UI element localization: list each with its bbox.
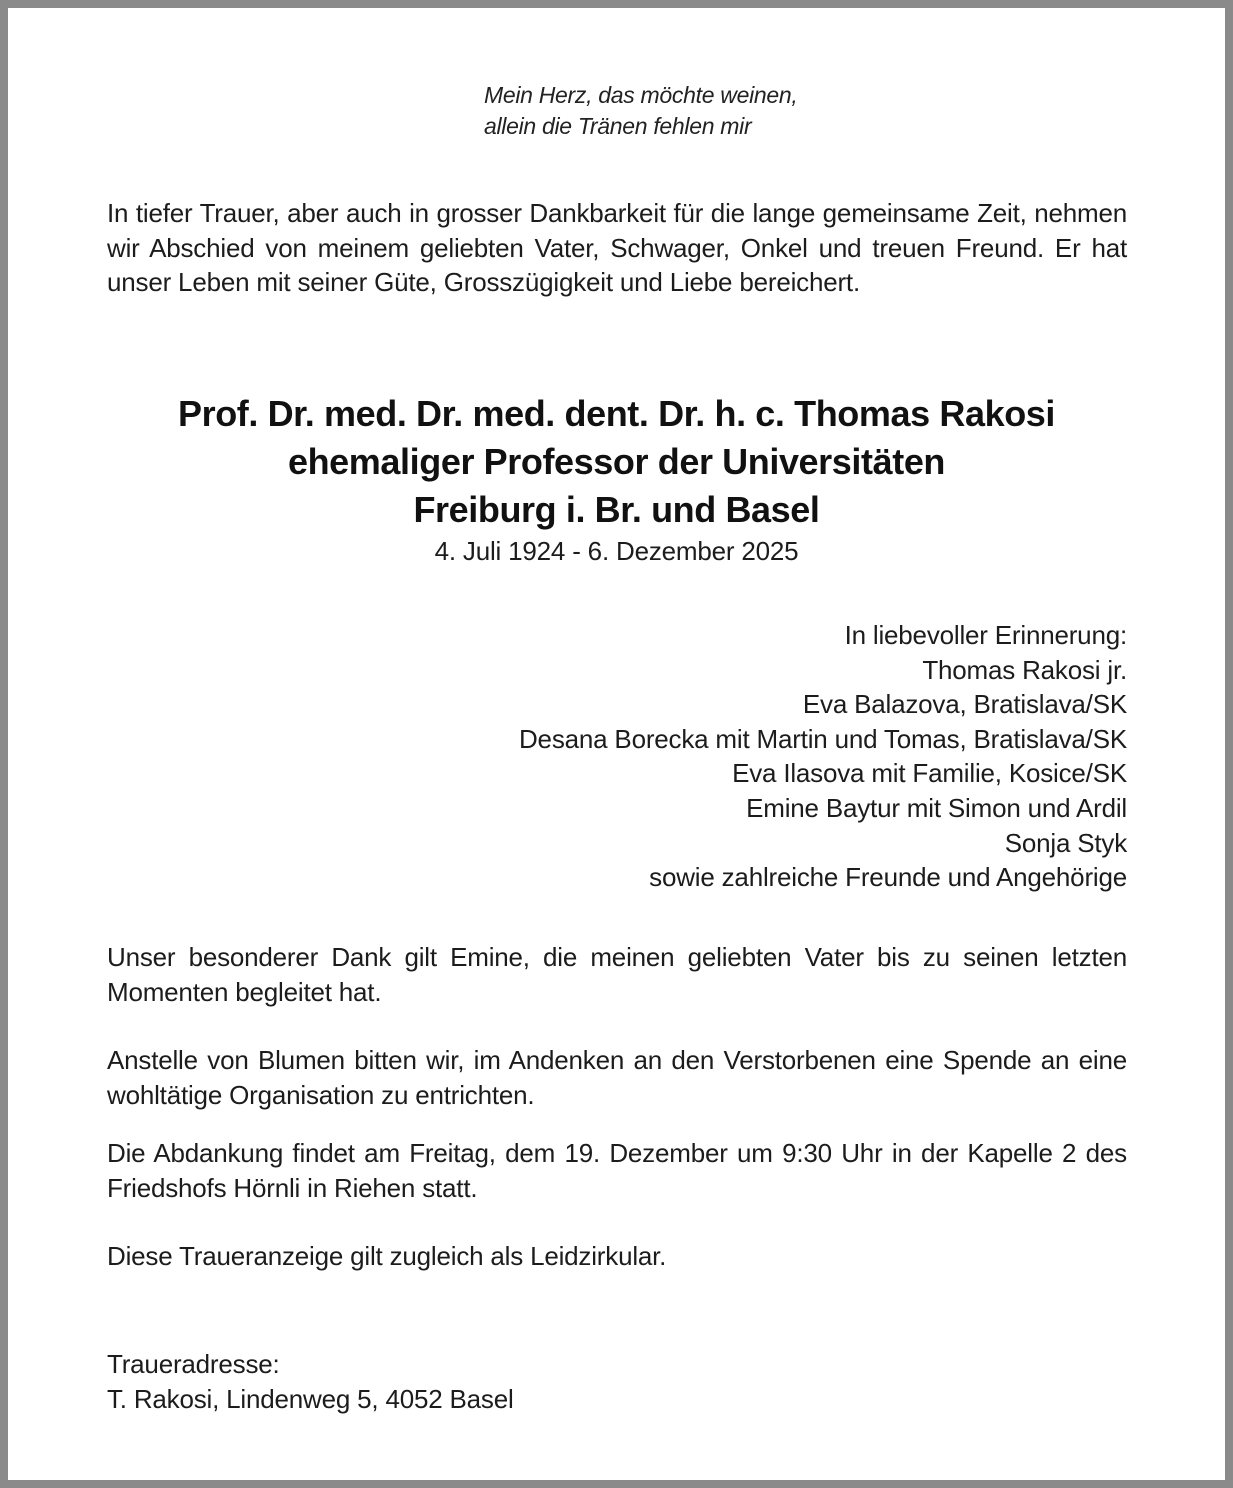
deceased-title-line-2: Freiburg i. Br. und Basel	[413, 489, 820, 530]
life-dates: 4. Juli 1924 - 6. Dezember 2025	[434, 536, 799, 566]
deceased-title-line-1: ehemaliger Professor der Universitäten	[287, 441, 946, 482]
mourner-item: Thomas Rakosi jr.	[922, 654, 1127, 685]
mourner-item: Desana Borecka mit Martin und Tomas, Bratislava/SK	[518, 723, 1127, 754]
flowers-paragraph: Anstelle von Blumen bitten wir, im Andenken an den Verstorbenen eine Spende an eine wohltätige Organisation zu entrichten.	[107, 1045, 1127, 1110]
mourner-item: Sonja Styk	[1004, 827, 1127, 858]
motto-line-1: Mein Herz, das möchte weinen,	[484, 82, 798, 108]
mourning-address	[107, 1347, 514, 1416]
intro-paragraph: In tiefer Trauer, aber auch in grosser Dankbarkeit für die lange gemeinsame Zeit, nehmen wir Abschied von meinem geliebten Vater, Schwager, Onkel und treuen Freund. Er hat unser Leben mit seiner Güte, Grosszügigkeit und Liebe bereichert.	[107, 198, 1127, 297]
mourners-list	[519, 618, 1127, 895]
address-value: T. Rakosi, Lindenweg 5, 4052 Basel	[107, 1383, 514, 1414]
mourner-item: Eva Ilasova mit Familie, Kosice/SK	[732, 758, 1127, 789]
address-label: Traueradresse:	[107, 1349, 280, 1379]
obituary-page	[8, 8, 1225, 1480]
circular-note: Diese Traueranzeige gilt zugleich als Leidzirkular.	[107, 1241, 667, 1271]
deceased-block	[8, 390, 1225, 568]
ceremony-paragraph: Die Abdankung findet am Freitag, dem 19. Dezember um 9:30 Uhr in der Kapelle 2 des Friedshofs Hörnli in Riehen statt.	[107, 1138, 1127, 1203]
deceased-name: Prof. Dr. med. Dr. med. dent. Dr. h. c. Thomas Rakosi	[177, 393, 1056, 434]
mourner-item: Emine Baytur mit Simon und Ardil	[746, 792, 1127, 823]
mourners-heading: In liebevoller Erinnerung:	[844, 620, 1127, 650]
mourner-item: Eva Balazova, Bratislava/SK	[802, 689, 1127, 720]
motto-line-2: allein die Tränen fehlen mir	[484, 113, 752, 139]
mourner-item: sowie zahlreiche Freunde und Angehörige	[649, 862, 1127, 893]
motto-verse	[484, 80, 797, 142]
thanks-paragraph: Unser besonderer Dank gilt Emine, die meinen geliebten Vater bis zu seinen letzten Momenten begleitet hat.	[107, 942, 1127, 1007]
